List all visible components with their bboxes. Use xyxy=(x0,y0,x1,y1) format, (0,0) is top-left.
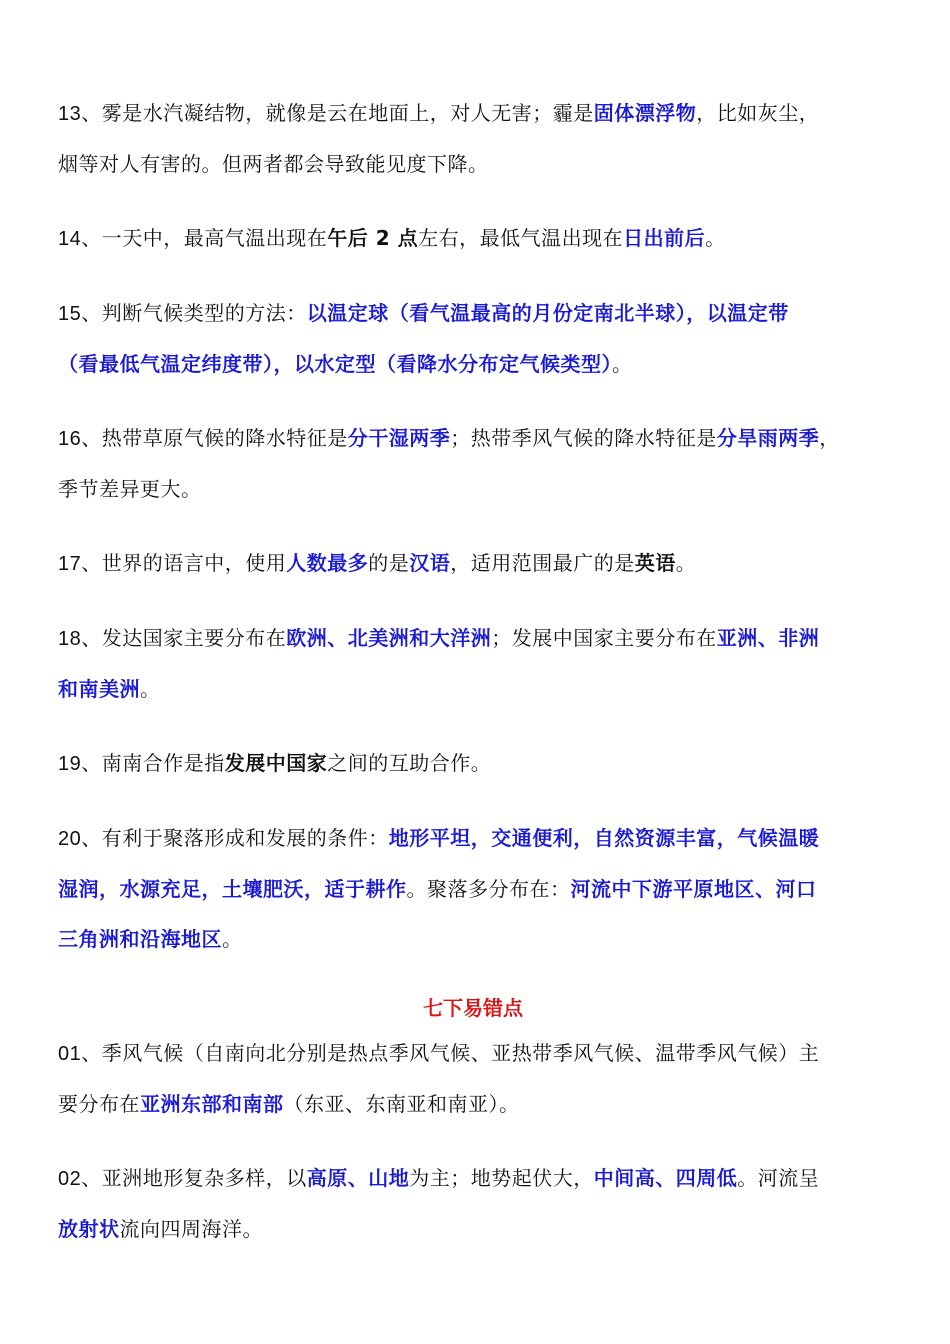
list-item-02 xyxy=(58,1153,888,1254)
text: 、世界的语言中，使用 xyxy=(81,551,287,575)
highlight-text: 固体漂浮物 xyxy=(593,101,697,125)
text: 、南南合作是指 xyxy=(81,751,225,775)
item-number: 17 xyxy=(58,553,82,575)
text: 。聚落多分布在： xyxy=(406,877,571,901)
text: ， xyxy=(819,426,840,450)
text: 、发达国家主要分布在 xyxy=(81,626,287,650)
item-number: 14 xyxy=(58,228,82,250)
text: ；热带季风气候的降水特征是 xyxy=(450,426,717,450)
item-number: 01 xyxy=(58,1043,82,1065)
text: 左右，最低气温出现在 xyxy=(418,226,624,250)
highlight-text: 以温定球（看气温最高的月份定南北半球），以温定带 xyxy=(306,301,789,325)
text: 。 xyxy=(675,551,697,575)
text: 。 xyxy=(140,677,161,701)
text: 、季风气候（自南向北分别是热点季风气候、亚热带季风气候、温带季风气候）主 xyxy=(81,1041,820,1065)
highlight-text: 地形平坦，交通便利，自然资源丰富，气候温暖 xyxy=(388,826,820,850)
item-number: 20 xyxy=(58,828,82,850)
bold-text: 发展中国家 xyxy=(224,751,328,775)
text: ，比如灰尘， xyxy=(696,101,820,125)
text: 流向四周海洋。 xyxy=(119,1217,263,1241)
item-number: 19 xyxy=(58,753,82,775)
item-number: 18 xyxy=(58,628,82,650)
list-item-01 xyxy=(58,1028,888,1129)
text: 、有利于聚落形成和发展的条件： xyxy=(81,826,389,850)
highlight-text: 亚洲东部和南部 xyxy=(140,1092,284,1116)
list-item-15 xyxy=(58,288,888,389)
text: 、热带草原气候的降水特征是 xyxy=(81,426,348,450)
list-item-18 xyxy=(58,613,888,714)
text: 要分布在 xyxy=(58,1092,140,1116)
highlight-text: 河流中下游平原地区、河口 xyxy=(570,877,817,901)
text: 。 xyxy=(705,226,726,250)
highlight-text: 日出前后 xyxy=(623,226,706,250)
text: 。河流呈 xyxy=(737,1166,820,1190)
highlight-text: 汉语 xyxy=(409,551,451,575)
text: 。 xyxy=(612,352,633,376)
highlight-text: 欧洲、北美洲和大洋洲 xyxy=(286,626,492,650)
text: 、亚洲地形复杂多样，以 xyxy=(81,1166,307,1190)
highlight-text: 亚洲、非洲 xyxy=(716,626,820,650)
list-item-19 xyxy=(58,738,888,789)
list-item-16 xyxy=(58,413,888,514)
text: 、判断气候类型的方法： xyxy=(81,301,307,325)
bold-text: 英语 xyxy=(634,551,676,575)
item-number: 16 xyxy=(58,428,82,450)
text: 之间的互助合作。 xyxy=(327,751,492,775)
text: 为主；地势起伏大， xyxy=(409,1166,594,1190)
highlight-text: 人数最多 xyxy=(286,551,369,575)
highlight-text: 高原、山地 xyxy=(306,1166,410,1190)
highlight-text: 分干湿两季 xyxy=(347,426,451,450)
text: ；发展中国家主要分布在 xyxy=(491,626,717,650)
section-heading: 七下易错点 xyxy=(423,996,523,1020)
highlight-text: 分旱雨两季 xyxy=(716,426,820,450)
text: ，适用范围最广的是 xyxy=(450,551,635,575)
highlight-text: 中间高、四周低 xyxy=(593,1166,738,1190)
text: 烟等对人有害的。但两者都会导致能见度下降。 xyxy=(58,152,489,176)
text: 的是 xyxy=(368,551,410,575)
item-number: 15 xyxy=(58,303,82,325)
list-item-20 xyxy=(58,813,888,964)
highlight-text: 湿润，水源充足，土壤肥沃，适于耕作 xyxy=(58,877,407,901)
list-item-14 xyxy=(58,213,888,264)
highlight-text: 三角洲和沿海地区 xyxy=(58,927,222,951)
text: 、雾是水汽凝结物，就像是云在地面上，对人无害；霾是 xyxy=(81,101,594,125)
highlight-text: （看最低气温定纬度带），以水定型（看降水分布定气候类型） xyxy=(58,352,612,376)
text: 季节差异更大。 xyxy=(58,477,202,501)
bold-text: 午后 2 点 xyxy=(327,226,419,250)
highlight-text: 和南美洲 xyxy=(58,677,140,701)
document-page xyxy=(58,88,888,1254)
item-number: 13 xyxy=(58,103,82,125)
highlight-text: 放射状 xyxy=(58,1217,120,1241)
text: 。 xyxy=(222,927,243,951)
list-item-13 xyxy=(58,88,888,189)
item-number: 02 xyxy=(58,1168,82,1190)
list-item-17 xyxy=(58,538,888,589)
text: 、一天中，最高气温出现在 xyxy=(81,226,328,250)
text: （东亚、东南亚和南亚）。 xyxy=(283,1092,520,1116)
